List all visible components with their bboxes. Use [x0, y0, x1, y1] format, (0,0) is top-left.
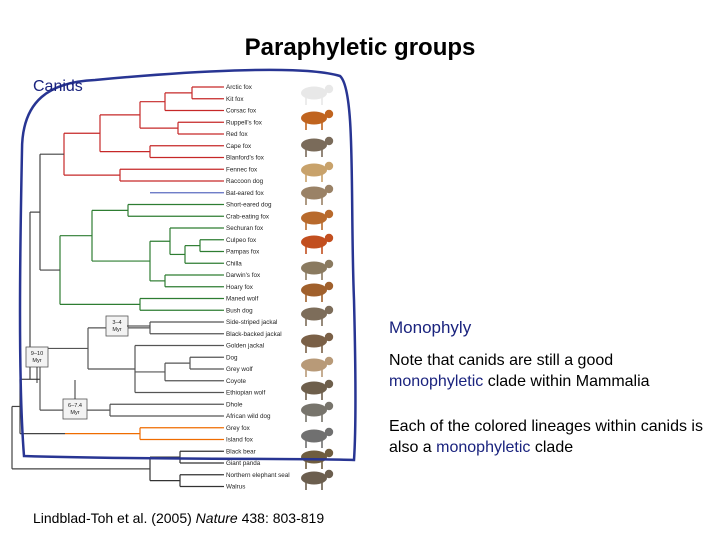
taxon-label: Black bear — [226, 448, 256, 456]
canid-silhouette-icon — [325, 282, 333, 290]
canid-silhouette-icon — [325, 85, 333, 93]
canid-silhouette-icon — [301, 236, 327, 249]
divergence-time-label: 9–10 — [30, 351, 44, 357]
canid-silhouette-icon — [301, 451, 327, 464]
canid-silhouette-icon — [325, 210, 333, 218]
taxon-label: Dog — [226, 354, 238, 362]
divergence-time-box — [26, 347, 48, 367]
note2-text-end: clade — [530, 439, 574, 456]
taxon-label: Corsac fox — [226, 107, 257, 115]
citation — [33, 510, 324, 526]
taxon-label: Golden jackal — [226, 342, 265, 350]
canid-silhouette-icon — [325, 470, 333, 478]
divergence-time-label: Myr — [32, 358, 42, 364]
divergence-time-label: Myr — [70, 410, 80, 416]
canid-silhouette-icon — [325, 306, 333, 314]
taxon-label: Pampas fox — [226, 248, 260, 256]
canid-silhouette-icon — [301, 212, 327, 225]
canid-silhouette-icon — [325, 110, 333, 118]
taxon-label: Coyote — [226, 377, 246, 385]
taxon-label: Maned wolf — [226, 295, 259, 303]
taxon-label: Ethiopian wolf — [226, 389, 266, 397]
note2-highlight: monophyletic — [436, 439, 531, 456]
taxon-label: Chilla — [226, 260, 242, 268]
taxon-label: Hoary fox — [226, 283, 253, 291]
taxon-label: Crab-eating fox — [226, 213, 270, 221]
citation-details: 438: 803-819 — [237, 510, 325, 526]
taxon-label: Giant panda — [226, 460, 261, 468]
taxon-label: Red fox — [226, 131, 248, 139]
taxon-label: Arctic fox — [226, 84, 252, 92]
taxon-label: Bat-eared fox — [226, 189, 264, 197]
canid-silhouette-icon — [301, 164, 327, 177]
taxon-label: Culpeo fox — [226, 236, 257, 244]
canid-silhouette-icon — [301, 359, 327, 372]
taxon-label: Walrus — [226, 483, 246, 491]
taxon-label: Northern elephant seal — [226, 471, 290, 479]
note-colored-lineages — [389, 416, 709, 458]
taxon-label: Island fox — [226, 436, 253, 444]
taxon-label: Bush dog — [226, 307, 253, 315]
taxon-label: Darwin's fox — [226, 272, 261, 280]
canid-silhouette-icon — [301, 335, 327, 348]
canid-silhouette-icon — [301, 87, 327, 100]
taxon-label: Ruppell's fox — [226, 119, 262, 127]
canid-silhouette-icon — [301, 139, 327, 152]
canid-silhouette-icon — [325, 357, 333, 365]
canid-silhouette-icon — [325, 380, 333, 388]
canids-label: Canids — [33, 78, 83, 95]
taxon-label: Raccoon dog — [226, 178, 264, 186]
divergence-time-label: 6–7.4 — [68, 403, 82, 409]
canid-silhouette-icon — [301, 284, 327, 297]
canid-silhouette-icon — [301, 112, 327, 125]
monophyly-heading: Monophyly — [389, 318, 472, 337]
taxon-label: Dhole — [226, 401, 243, 409]
taxon-label: Kit fox — [226, 95, 244, 103]
canid-silhouette-icon — [325, 162, 333, 170]
canid-silhouette-icon — [301, 262, 327, 275]
taxon-label: Grey wolf — [226, 366, 253, 374]
canid-silhouette-icon — [301, 187, 327, 200]
divergence-time-box — [63, 399, 87, 419]
divergence-time-label: 3–4 — [112, 320, 122, 326]
canid-silhouette-icon — [301, 430, 327, 443]
canid-silhouette-icon — [325, 234, 333, 242]
canid-silhouette-icon — [301, 382, 327, 395]
taxon-label: Side-striped jackal — [226, 319, 278, 327]
canid-silhouette-icon — [325, 449, 333, 457]
taxon-label: African wild dog — [226, 413, 271, 421]
taxon-label: Short-eared dog — [226, 201, 272, 209]
canid-silhouette-icon — [325, 185, 333, 193]
canid-silhouette-icon — [325, 260, 333, 268]
divergence-time-box — [106, 316, 128, 336]
canid-silhouette-icon — [301, 404, 327, 417]
canid-silhouette-icon — [325, 428, 333, 436]
note1-highlight: monophyletic — [389, 373, 484, 390]
taxon-label: Cape fox — [226, 142, 252, 150]
note1-text: Note that canids are still a good — [389, 352, 614, 369]
canid-silhouette-icon — [325, 333, 333, 341]
taxon-label: Blanford's fox — [226, 154, 264, 162]
slide-title: Paraphyletic groups — [244, 34, 476, 61]
canid-silhouette-icon — [301, 472, 327, 485]
citation-authors: Lindblad-Toh et al. (2005) — [33, 510, 196, 526]
note1-text-end: clade within Mammalia — [483, 373, 650, 390]
citation-journal: Nature — [195, 510, 238, 526]
taxon-label: Sechuran fox — [226, 225, 264, 233]
canid-silhouette-icon — [325, 402, 333, 410]
taxon-label: Black-backed jackal — [226, 330, 282, 338]
taxon-label: Grey fox — [226, 424, 250, 432]
canid-silhouette-icon — [325, 137, 333, 145]
canid-silhouette-icon — [301, 308, 327, 321]
note-canids-monophyletic — [389, 350, 709, 392]
note2-text: Each of the colored lineages within canids is also a — [389, 418, 703, 456]
divergence-time-label: Myr — [112, 327, 122, 333]
taxon-label: Fennec fox — [226, 166, 258, 174]
